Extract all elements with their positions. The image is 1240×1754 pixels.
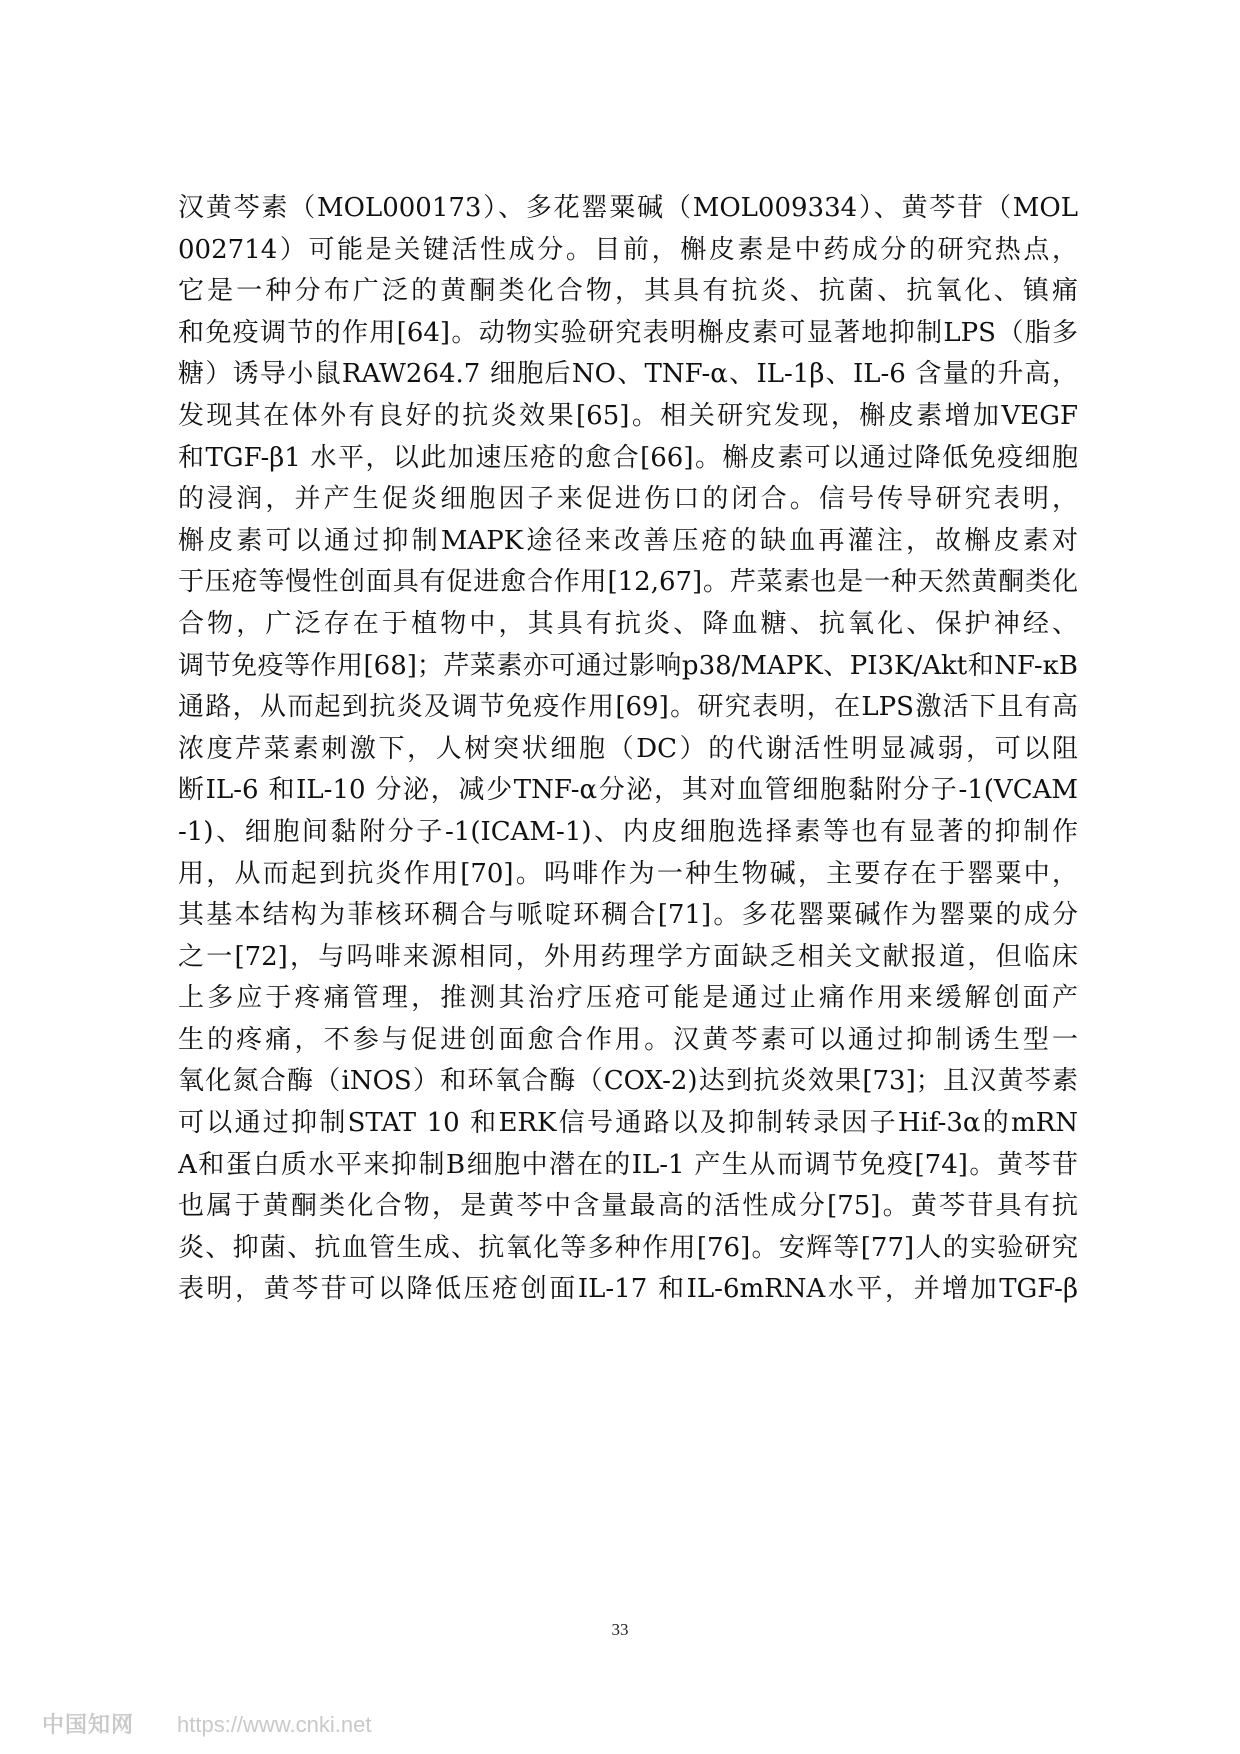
text-line: 断IL-6 和IL-10 分泌，减少TNF-α分泌，其对血管细胞黏附分子-1(VCAM bbox=[178, 775, 1078, 806]
text-line: 和TGF-β1 水平，以此加速压疮的愈合[66]。槲皮素可以通过降低免疫细胞 bbox=[178, 442, 1078, 473]
text-line: 002714）可能是关键活性成分。目前，槲皮素是中药成分的研究热点， bbox=[178, 234, 1078, 265]
text-line: 和免疫调节的作用[64]。动物实验研究表明槲皮素可显著地抑制LPS（脂多 bbox=[178, 317, 1078, 348]
text-line: 于压疮等慢性创面具有促进愈合作用[12,67]。芹菜素也是一种天然黄酮类化 bbox=[178, 567, 1078, 598]
text-line: 通路，从而起到抗炎及调节免疫作用[69]。研究表明，在LPS激活下且有高 bbox=[178, 692, 1078, 723]
body-paragraph bbox=[178, 188, 1078, 1311]
text-line: 可以通过抑制STAT 10 和ERK信号通路以及抑制转录因子Hif-3α的mRN bbox=[178, 1108, 1078, 1139]
text-line: 汉黄芩素（MOL000173）、多花罂粟碱（MOL009334）、黄芩苷（MOL bbox=[178, 193, 1078, 223]
text-line: 它是一种分布广泛的黄酮类化合物，其具有抗炎、抗菌、抗氧化、镇痛 bbox=[178, 276, 1078, 307]
text-line: 表明，黄芩苷可以降低压疮创面IL-17 和IL-6mRNA水平，并增加TGF-β bbox=[178, 1274, 1078, 1305]
watermark bbox=[42, 1708, 371, 1739]
text-line: 糖）诱导小鼠RAW264.7 细胞后NO、TNF-α、IL-1β、IL-6 含量的升高， bbox=[178, 359, 1078, 390]
text-line: 用，从而起到抗炎作用[70]。吗啡作为一种生物碱，主要存在于罂粟中， bbox=[178, 858, 1078, 889]
text-line: 合物，广泛存在于植物中，其具有抗炎、降血糖、抗氧化、保护神经、 bbox=[178, 608, 1078, 639]
text-line: 也属于黄酮类化合物，是黄芩中含量最高的活性成分[75]。黄芩苷具有抗 bbox=[178, 1191, 1078, 1222]
text-line: 的浸润，并产生促炎细胞因子来促进伤口的闭合。信号传导研究表明， bbox=[178, 484, 1078, 515]
text-line: 槲皮素可以通过抑制MAPK途径来改善压疮的缺血再灌注，故槲皮素对 bbox=[178, 525, 1078, 556]
text-line: -1)、细胞间黏附分子-1(ICAM-1)、内皮细胞选择素等也有显著的抑制作 bbox=[178, 816, 1078, 847]
page-number: 33 bbox=[611, 1620, 629, 1639]
text-line: 氧化氮合酶（iNOS）和环氧合酶（COX-2)达到抗炎效果[73]；且汉黄芩素 bbox=[178, 1066, 1078, 1097]
text-line: 炎、抑菌、抗血管生成、抗氧化等多种作用[76]。安辉等[77]人的实验研究 bbox=[178, 1232, 1078, 1263]
text-line: 发现其在体外有良好的抗炎效果[65]。相关研究发现，槲皮素增加VEGF bbox=[178, 400, 1078, 431]
text-line: 生的疼痛，不参与促进创面愈合作用。汉黄芩素可以通过抑制诱生型一 bbox=[178, 1024, 1078, 1055]
watermark-brand: 中国知网 bbox=[42, 1713, 135, 1738]
text-line: 之一[72]，与吗啡来源相同，外用药理学方面缺乏相关文献报道，但临床 bbox=[178, 941, 1078, 972]
text-line: A和蛋白质水平来抑制B细胞中潜在的IL-1 产生从而调节免疫[74]。黄芩苷 bbox=[178, 1149, 1078, 1180]
text-line: 上多应于疼痛管理，推测其治疗压疮可能是通过止痛作用来缓解创面产 bbox=[178, 983, 1078, 1014]
watermark-url: https://www.cnki.net bbox=[177, 1712, 372, 1737]
text-line: 调节免疫等作用[68]；芹菜素亦可通过影响p38/MAPK、PI3K/Akt和NF-κB bbox=[178, 650, 1078, 681]
text-line: 浓度芹菜素刺激下，人树突状细胞（DC）的代谢活性明显减弱，可以阻 bbox=[178, 733, 1078, 764]
text-line: 其基本结构为菲核环稠合与哌啶环稠合[71]。多花罂粟碱作为罂粟的成分 bbox=[178, 900, 1078, 931]
